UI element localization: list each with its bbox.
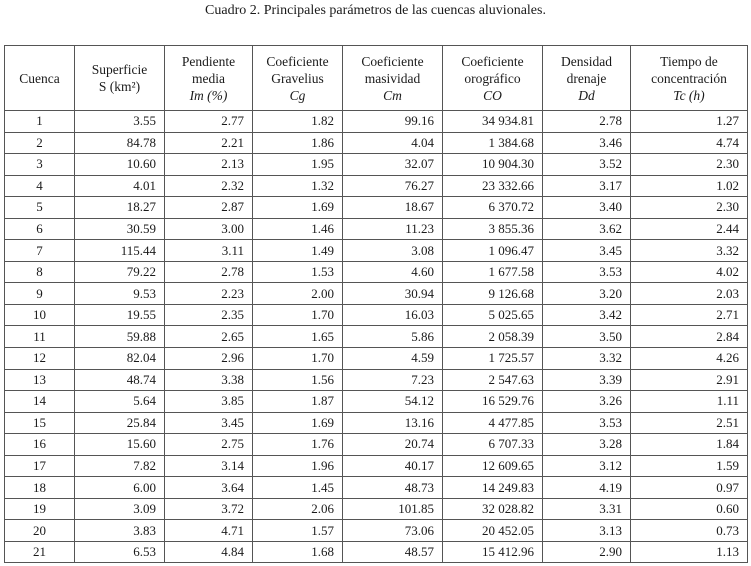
table-row xyxy=(5,240,748,262)
cell-tiempo: 2.84 xyxy=(631,326,748,348)
cell-cuenca: 12 xyxy=(5,348,75,370)
column-header-masividad-line1: Coeficiente xyxy=(361,53,424,69)
cell-tiempo: 2.71 xyxy=(631,304,748,326)
cell-masividad: 20.74 xyxy=(343,434,443,456)
cell-cuenca: 10 xyxy=(5,304,75,326)
table-row xyxy=(5,520,748,542)
cell-superficie: 3.09 xyxy=(75,498,165,520)
cell-tiempo: 0.73 xyxy=(631,520,748,542)
cell-tiempo: 1.13 xyxy=(631,541,748,563)
cell-densidad: 3.12 xyxy=(543,455,631,477)
cell-masividad: 30.94 xyxy=(343,283,443,305)
cell-superficie: 9.53 xyxy=(75,283,165,305)
cell-tiempo: 2.30 xyxy=(631,154,748,176)
cell-pendiente: 2.23 xyxy=(165,283,253,305)
table-row xyxy=(5,477,748,499)
column-header-pendiente xyxy=(165,46,253,111)
table-row xyxy=(5,197,748,219)
table-row xyxy=(5,434,748,456)
cell-pendiente: 3.64 xyxy=(165,477,253,499)
cell-tiempo: 0.60 xyxy=(631,498,748,520)
table-row xyxy=(5,541,748,563)
cell-gravelius: 1.57 xyxy=(253,520,343,542)
cell-cuenca: 2 xyxy=(5,132,75,154)
cell-masividad: 16.03 xyxy=(343,304,443,326)
cell-gravelius: 2.00 xyxy=(253,283,343,305)
cell-superficie: 30.59 xyxy=(75,218,165,240)
cell-tiempo: 2.30 xyxy=(631,197,748,219)
column-header-gravelius xyxy=(253,46,343,111)
cell-cuenca: 8 xyxy=(5,261,75,283)
cell-cuenca: 5 xyxy=(5,197,75,219)
cell-orografico: 15 412.96 xyxy=(443,541,543,563)
cell-cuenca: 17 xyxy=(5,455,75,477)
column-header-orografico-line3: CO xyxy=(483,87,502,103)
cell-densidad: 3.31 xyxy=(543,498,631,520)
cell-superficie: 84.78 xyxy=(75,132,165,154)
cell-pendiente: 2.35 xyxy=(165,304,253,326)
cell-superficie: 18.27 xyxy=(75,197,165,219)
cell-superficie: 7.82 xyxy=(75,455,165,477)
cell-tiempo: 2.51 xyxy=(631,412,748,434)
cell-masividad: 3.08 xyxy=(343,240,443,262)
cell-masividad: 11.23 xyxy=(343,218,443,240)
cell-orografico: 1 725.57 xyxy=(443,348,543,370)
cell-pendiente: 2.75 xyxy=(165,434,253,456)
cell-pendiente: 3.38 xyxy=(165,369,253,391)
column-header-orografico-line1: Coeficiente xyxy=(461,53,524,69)
cell-cuenca: 7 xyxy=(5,240,75,262)
cell-pendiente: 2.78 xyxy=(165,261,253,283)
table-row xyxy=(5,455,748,477)
cell-densidad: 2.78 xyxy=(543,111,631,133)
cell-pendiente: 2.77 xyxy=(165,111,253,133)
cell-pendiente: 2.32 xyxy=(165,175,253,197)
cell-orografico: 23 332.66 xyxy=(443,175,543,197)
column-header-orografico xyxy=(443,46,543,111)
cell-masividad: 73.06 xyxy=(343,520,443,542)
column-header-tiempo xyxy=(631,46,748,111)
column-header-superficie-line1: Superficie xyxy=(91,62,148,77)
cell-gravelius: 1.76 xyxy=(253,434,343,456)
table-row xyxy=(5,218,748,240)
cell-cuenca: 21 xyxy=(5,541,75,563)
cell-gravelius: 1.96 xyxy=(253,455,343,477)
table-row xyxy=(5,111,748,133)
cell-superficie: 3.83 xyxy=(75,520,165,542)
cell-pendiente: 3.14 xyxy=(165,455,253,477)
cell-orografico: 2 547.63 xyxy=(443,369,543,391)
cell-masividad: 7.23 xyxy=(343,369,443,391)
cell-gravelius: 1.68 xyxy=(253,541,343,563)
table-row xyxy=(5,132,748,154)
cell-densidad: 3.39 xyxy=(543,369,631,391)
cell-superficie: 3.55 xyxy=(75,111,165,133)
cell-densidad: 3.32 xyxy=(543,348,631,370)
cell-masividad: 4.60 xyxy=(343,261,443,283)
column-header-superficie-line2: S (km²) xyxy=(98,79,141,94)
cell-cuenca: 18 xyxy=(5,477,75,499)
cell-pendiente: 2.96 xyxy=(165,348,253,370)
column-header-densidad-line3: Dd xyxy=(578,87,595,103)
table-row xyxy=(5,326,748,348)
table-row xyxy=(5,498,748,520)
cell-orografico: 6 707.33 xyxy=(443,434,543,456)
column-header-tiempo-line1: Tiempo de xyxy=(660,53,718,69)
cell-masividad: 4.59 xyxy=(343,348,443,370)
table-row xyxy=(5,412,748,434)
cell-gravelius: 1.70 xyxy=(253,348,343,370)
cell-orografico: 3 855.36 xyxy=(443,218,543,240)
column-header-densidad-line2: drenaje xyxy=(566,70,607,86)
cell-orografico: 6 370.72 xyxy=(443,197,543,219)
cell-tiempo: 1.59 xyxy=(631,455,748,477)
column-header-tiempo-line3: Tc (h) xyxy=(673,87,705,103)
cell-tiempo: 0.97 xyxy=(631,477,748,499)
table-row xyxy=(5,304,748,326)
cell-cuenca: 3 xyxy=(5,154,75,176)
cell-orografico: 16 529.76 xyxy=(443,391,543,413)
cell-tiempo: 1.02 xyxy=(631,175,748,197)
cell-cuenca: 14 xyxy=(5,391,75,413)
cell-orografico: 4 477.85 xyxy=(443,412,543,434)
cell-superficie: 115.44 xyxy=(75,240,165,262)
cell-superficie: 48.74 xyxy=(75,369,165,391)
cell-gravelius: 1.56 xyxy=(253,369,343,391)
column-header-orografico-line2: orográfico xyxy=(464,70,521,86)
cell-cuenca: 15 xyxy=(5,412,75,434)
column-header-tiempo-line2: concentración xyxy=(651,70,727,86)
cell-masividad: 99.16 xyxy=(343,111,443,133)
cell-gravelius: 1.49 xyxy=(253,240,343,262)
basin-parameters-table xyxy=(4,45,748,563)
cell-orografico: 9 126.68 xyxy=(443,283,543,305)
cell-superficie: 6.53 xyxy=(75,541,165,563)
cell-pendiente: 2.65 xyxy=(165,326,253,348)
cell-superficie: 15.60 xyxy=(75,434,165,456)
header-row xyxy=(5,46,748,111)
cell-masividad: 54.12 xyxy=(343,391,443,413)
table-body xyxy=(5,111,748,563)
cell-superficie: 10.60 xyxy=(75,154,165,176)
column-header-masividad-line2: masividad xyxy=(364,70,421,86)
column-header-densidad xyxy=(543,46,631,111)
cell-densidad: 3.28 xyxy=(543,434,631,456)
cell-orografico: 1 677.58 xyxy=(443,261,543,283)
table-row xyxy=(5,391,748,413)
cell-gravelius: 1.32 xyxy=(253,175,343,197)
cell-densidad: 3.20 xyxy=(543,283,631,305)
column-header-pendiente-line3: Im (%) xyxy=(189,87,228,103)
column-header-pendiente-line2: media xyxy=(192,70,225,86)
cell-superficie: 6.00 xyxy=(75,477,165,499)
cell-superficie: 5.64 xyxy=(75,391,165,413)
cell-gravelius: 1.86 xyxy=(253,132,343,154)
cell-gravelius: 1.95 xyxy=(253,154,343,176)
cell-gravelius: 2.06 xyxy=(253,498,343,520)
cell-orografico: 10 904.30 xyxy=(443,154,543,176)
cell-pendiente: 4.71 xyxy=(165,520,253,542)
table-row xyxy=(5,283,748,305)
cell-tiempo: 4.74 xyxy=(631,132,748,154)
cell-gravelius: 1.53 xyxy=(253,261,343,283)
column-header-cuenca-line1: Cuenca xyxy=(19,70,60,86)
cell-pendiente: 3.00 xyxy=(165,218,253,240)
cell-tiempo: 4.26 xyxy=(631,348,748,370)
table-caption: Cuadro 2. Principales parámetros de las cuencas aluvionales. xyxy=(205,3,546,18)
column-header-pendiente-line1: Pendiente xyxy=(181,53,236,69)
cell-tiempo: 3.32 xyxy=(631,240,748,262)
cell-superficie: 79.22 xyxy=(75,261,165,283)
cell-orografico: 5 025.65 xyxy=(443,304,543,326)
cell-masividad: 76.27 xyxy=(343,175,443,197)
cell-gravelius: 1.82 xyxy=(253,111,343,133)
cell-pendiente: 4.84 xyxy=(165,541,253,563)
cell-gravelius: 1.70 xyxy=(253,304,343,326)
cell-densidad: 3.46 xyxy=(543,132,631,154)
cell-orografico: 32 028.82 xyxy=(443,498,543,520)
cell-orografico: 12 609.65 xyxy=(443,455,543,477)
cell-densidad: 3.62 xyxy=(543,218,631,240)
cell-gravelius: 1.65 xyxy=(253,326,343,348)
cell-pendiente: 2.21 xyxy=(165,132,253,154)
cell-tiempo: 2.44 xyxy=(631,218,748,240)
table-header xyxy=(5,46,748,111)
cell-masividad: 48.73 xyxy=(343,477,443,499)
cell-superficie: 4.01 xyxy=(75,175,165,197)
cell-densidad: 2.90 xyxy=(543,541,631,563)
cell-orografico: 14 249.83 xyxy=(443,477,543,499)
cell-densidad: 3.17 xyxy=(543,175,631,197)
table-row xyxy=(5,261,748,283)
cell-densidad: 4.19 xyxy=(543,477,631,499)
cell-cuenca: 19 xyxy=(5,498,75,520)
cell-orografico: 20 452.05 xyxy=(443,520,543,542)
table-row xyxy=(5,175,748,197)
cell-pendiente: 3.45 xyxy=(165,412,253,434)
cell-tiempo: 1.11 xyxy=(631,391,748,413)
cell-densidad: 3.42 xyxy=(543,304,631,326)
cell-masividad: 18.67 xyxy=(343,197,443,219)
cell-densidad: 3.13 xyxy=(543,520,631,542)
cell-gravelius: 1.69 xyxy=(253,412,343,434)
cell-tiempo: 2.91 xyxy=(631,369,748,391)
cell-masividad: 40.17 xyxy=(343,455,443,477)
cell-cuenca: 6 xyxy=(5,218,75,240)
cell-densidad: 3.50 xyxy=(543,326,631,348)
column-header-gravelius-line2: Gravelius xyxy=(271,70,324,86)
cell-orografico: 2 058.39 xyxy=(443,326,543,348)
cell-cuenca: 16 xyxy=(5,434,75,456)
cell-cuenca: 20 xyxy=(5,520,75,542)
column-header-gravelius-line3: Cg xyxy=(289,87,306,103)
column-header-cuenca xyxy=(5,46,75,111)
column-header-masividad-line3: Cm xyxy=(383,87,402,103)
cell-gravelius: 1.69 xyxy=(253,197,343,219)
cell-superficie: 59.88 xyxy=(75,326,165,348)
cell-masividad: 32.07 xyxy=(343,154,443,176)
cell-cuenca: 13 xyxy=(5,369,75,391)
cell-pendiente: 2.87 xyxy=(165,197,253,219)
cell-orografico: 34 934.81 xyxy=(443,111,543,133)
table-row xyxy=(5,369,748,391)
cell-tiempo: 2.03 xyxy=(631,283,748,305)
cell-densidad: 3.53 xyxy=(543,261,631,283)
cell-masividad: 4.04 xyxy=(343,132,443,154)
cell-tiempo: 4.02 xyxy=(631,261,748,283)
cell-superficie: 82.04 xyxy=(75,348,165,370)
cell-orografico: 1 096.47 xyxy=(443,240,543,262)
cell-densidad: 3.45 xyxy=(543,240,631,262)
cell-masividad: 101.85 xyxy=(343,498,443,520)
cell-densidad: 3.53 xyxy=(543,412,631,434)
cell-masividad: 48.57 xyxy=(343,541,443,563)
column-header-gravelius-line1: Coeficiente xyxy=(266,53,329,69)
cell-gravelius: 1.45 xyxy=(253,477,343,499)
cell-pendiente: 2.13 xyxy=(165,154,253,176)
cell-pendiente: 3.85 xyxy=(165,391,253,413)
column-header-superficie xyxy=(75,46,165,111)
cell-densidad: 3.40 xyxy=(543,197,631,219)
cell-pendiente: 3.11 xyxy=(165,240,253,262)
column-header-masividad xyxy=(343,46,443,111)
table-row xyxy=(5,154,748,176)
cell-cuenca: 4 xyxy=(5,175,75,197)
cell-superficie: 25.84 xyxy=(75,412,165,434)
cell-densidad: 3.52 xyxy=(543,154,631,176)
cell-cuenca: 9 xyxy=(5,283,75,305)
cell-pendiente: 3.72 xyxy=(165,498,253,520)
cell-masividad: 5.86 xyxy=(343,326,443,348)
cell-tiempo: 1.27 xyxy=(631,111,748,133)
cell-densidad: 3.26 xyxy=(543,391,631,413)
column-header-densidad-line1: Densidad xyxy=(561,53,612,69)
cell-gravelius: 1.87 xyxy=(253,391,343,413)
cell-orografico: 1 384.68 xyxy=(443,132,543,154)
cell-cuenca: 11 xyxy=(5,326,75,348)
table-row xyxy=(5,348,748,370)
cell-superficie: 19.55 xyxy=(75,304,165,326)
cell-gravelius: 1.46 xyxy=(253,218,343,240)
cell-tiempo: 1.84 xyxy=(631,434,748,456)
cell-masividad: 13.16 xyxy=(343,412,443,434)
cell-cuenca: 1 xyxy=(5,111,75,133)
